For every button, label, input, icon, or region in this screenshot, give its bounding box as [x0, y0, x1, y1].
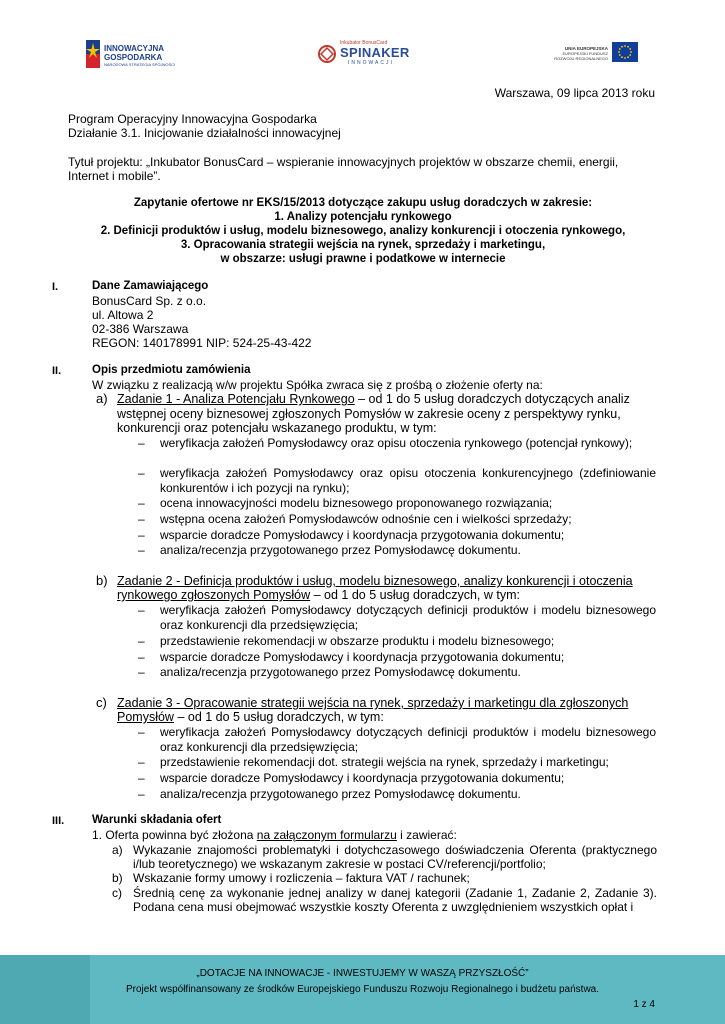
task-a-line2: wstępnej oceny biznesowej zgłoszonych Pomysłów w zakresie oceny z perspektywy rynku, — [117, 407, 621, 421]
program-line2: Działanie 3.1. Inicjowanie działalności innowacyjnej — [68, 126, 341, 140]
section1-number: I. — [52, 281, 59, 293]
section2-number: II. — [52, 365, 62, 377]
project-title-line1: Tytuł projektu: „Inkubator BonusCard – wspieranie innowacyjnych projektów w obszarze chemii, energii, — [68, 155, 619, 169]
spinaker-mark-icon — [316, 44, 338, 64]
footer-cofinancing: Projekt współfinansowany ze środków Europejskiego Funduszu Rozwoju Regionalnego i budżetu państwa. — [125, 984, 600, 995]
section3-title: Warunki składania ofert — [92, 814, 222, 826]
task-b-line1 — [117, 574, 633, 588]
task-c-link[interactable]: Zadanie 3 - Opracowanie strategii wejścia na rynek, sprzedaży i marketingu dla zgłoszonych — [117, 696, 629, 710]
inquiry-line2: 1. Analizy potencjału rynkowego — [274, 211, 452, 223]
footer-slogan: „DOTACJE NA INNOWACJE - INWESTUJEMY W WASZĄ PRZYSZŁOŚĆ” — [196, 968, 529, 979]
task-c-line1 — [117, 696, 628, 710]
header-logos — [84, 38, 644, 74]
dash-marker: – — [138, 436, 145, 450]
task-a-link[interactable]: Zadanie 1 - Analiza Potencjału Rynkowego — [117, 392, 355, 406]
inquiry-line1: Zapytanie ofertowe nr EKS/15/2013 dotyczące zakupu usług doradczych w zakresie: — [133, 197, 593, 209]
task-b-item: analiza/recenzja przygotowanego przez Pomysłodawcę dokumentu. — [160, 665, 521, 679]
section3-p1-post: i zawierać: — [396, 828, 457, 842]
eu-line3: ROZWOJU REGIONALNEGO — [554, 56, 608, 61]
ig-line2: GOSPODARKA — [104, 53, 163, 62]
document-date: Warszawa, 09 lipca 2013 roku — [494, 86, 655, 100]
dash-marker: – — [138, 787, 145, 801]
task-b-line2 — [117, 588, 520, 602]
task-a-item: wsparcie doradcze Pomysłodawcy i koordynacja przygotowania dokumentu; — [160, 528, 565, 542]
section3-b-label: b) — [112, 871, 123, 885]
section1-details — [92, 294, 311, 350]
task-c-item: wsparcie doradcze Pomysłodawcy i koordynacja przygotowania dokumentu; — [160, 771, 565, 785]
dash-marker: – — [138, 543, 145, 557]
form-link[interactable]: na załączonym formularzu — [256, 828, 397, 842]
inquiry-heading — [68, 196, 658, 266]
footer-band — [0, 955, 725, 1024]
section1-title: Dane Zamawiającego — [92, 280, 209, 292]
section3-a-text: Wykazanie znajomości problematyki i dotychczasowego doświadczenia Oferenta (praktycznego i/lub teoretycznego) we wskazanym zakresie w postaci CV/referencji/portfolio; — [133, 843, 657, 871]
dash-marker: – — [138, 603, 145, 617]
inquiry-line4: 3. Opracowania strategii wejścia na rynek, sprzedaży i marketingu, — [180, 239, 546, 251]
task-c-item: analiza/recenzja przygotowanego przez Pomysłodawcę dokumentu. — [160, 787, 521, 801]
dash-marker: – — [138, 755, 145, 769]
section1-line: 02-386 Warszawa — [92, 322, 189, 336]
task-c-link-cont[interactable]: Pomysłów — [117, 710, 174, 724]
task-b-label: b) — [96, 573, 108, 588]
inquiry-line5: w obszarze: usługi prawne i podatkowe w internecie — [220, 253, 506, 265]
section3-c-text: Średnią cenę za wykonanie jednej analizy w danej kategorii (Zadanie 1, Zadanie 2, Zadanie 3). Podana cena musi obejmować wszystkie koszty Oferenta z uwzględnieniem wszystkich opłat i — [133, 886, 657, 914]
section3-p1-pre: 1. Oferta powinna być złożona — [92, 828, 257, 842]
ig-subtitle: NARODOWA STRATEGIA SPÓJNOŚCI — [104, 62, 176, 67]
ig-flag-icon — [86, 40, 100, 68]
dash-marker: – — [138, 665, 145, 679]
task-a-item: weryfikacja założeń Pomysłodawcy oraz opisu otoczenia rynkowego (potencjał rynkowy); — [160, 436, 633, 450]
dash-marker: – — [138, 771, 145, 785]
dash-marker: – — [138, 466, 145, 480]
task-b-rest: – od 1 do 5 usług doradczych, w tym: — [310, 588, 520, 602]
section3-p1 — [92, 828, 457, 842]
section3-number: III. — [52, 815, 65, 827]
section3-b-text: Wskazanie formy umowy i rozliczenia – faktura VAT / rachunek; — [133, 871, 470, 885]
section2-intro: W związku z realizacją w/w projektu Spółka zwraca się z prośbą o złożenie oferty na: — [92, 378, 543, 392]
task-a-item: wstępna ocena założeń Pomysłodawców odnośnie cen i wielkości sprzedaży; — [160, 512, 572, 526]
task-a-item: ocena innowacyjności modelu biznesowego proponowanego rozwiązania; — [160, 496, 553, 510]
section2-title: Opis przedmiotu zamówienia — [92, 364, 251, 376]
section3-c-label: c) — [112, 886, 122, 900]
project-title — [68, 155, 658, 183]
dash-marker: – — [138, 528, 145, 542]
task-c-label: c) — [96, 695, 107, 710]
task-b-item: wsparcie doradcze Pomysłodawcy i koordynacja przygotowania dokumentu; — [160, 650, 565, 664]
dash-marker: – — [138, 512, 145, 526]
task-a-rest: – od 1 do 5 usług doradczych dotyczących analiz — [354, 392, 630, 406]
task-b-item: weryfikacja założeń Pomysłodawcy dotyczących definicji produktów i modelu biznesowego oraz konkurencji dla przedsięwzięcia; — [160, 603, 656, 632]
spinaker-sub: INNOWACJI — [348, 60, 394, 66]
ig-line1: INNOWACYJNA — [104, 44, 165, 53]
section1-line: REGON: 140178991 NIP: 524-25-43-422 — [92, 336, 312, 350]
dash-marker: – — [138, 650, 145, 664]
spinaker-small: Inkubator BonusCard — [340, 40, 388, 46]
task-c-rest: – od 1 do 5 usług doradczych, w tym: — [173, 710, 384, 724]
task-c-item: przedstawienie rekomendacji dot. strategii wejścia na rynek, sprzedaży i marketingu; — [160, 755, 609, 769]
inquiry-line3: 2. Definicji produktów i usług, modelu biznesowego, analizy konkurencji i otoczenia rynkowego, — [100, 225, 626, 237]
section1-line: BonusCard Sp. z o.o. — [92, 294, 207, 308]
task-c-item: weryfikacja założeń Pomysłodawcy dotyczących definicji produktów i modelu biznesowego oraz konkurencji dla przedsięwzięcia; — [160, 725, 656, 754]
eu-logo — [554, 40, 644, 70]
dash-marker: – — [138, 496, 145, 510]
task-a-item: analiza/recenzja przygotowanego przez Pomysłodawcę dokumentu. — [160, 543, 521, 557]
project-title-line2: Internet i mobile”. — [68, 169, 161, 183]
innowacyjna-gospodarka-logo — [84, 38, 204, 72]
page-number: 1 z 4 — [633, 999, 655, 1010]
eu-line1: UNIA EUROPEJSKA — [564, 46, 608, 51]
dash-marker: – — [138, 725, 145, 739]
task-a-label: a) — [96, 391, 108, 406]
section3-a-label: a) — [112, 843, 123, 857]
task-a-line3: konkurencji oraz potencjału wskazanego produktu, w tym: — [117, 421, 437, 435]
program-line1: Program Operacyjny Innowacyjna Gospodarka — [68, 112, 317, 126]
task-c-line2 — [117, 710, 384, 724]
section1-line: ul. Altowa 2 — [92, 308, 154, 322]
task-b-link-cont[interactable]: rynkowego zgłoszonych Pomysłów — [117, 588, 311, 602]
spinaker-logo — [316, 38, 416, 72]
dash-marker: – — [138, 634, 145, 648]
task-b-item: przedstawienie rekomendacji w obszarze produktu i modelu biznesowego; — [160, 634, 555, 648]
task-a-line1 — [117, 392, 657, 406]
eu-line2: EUROPEJSKI FUNDUSZ — [562, 51, 608, 56]
spinaker-big: SPINAKER — [340, 45, 410, 60]
program-info — [68, 112, 658, 140]
task-b-link[interactable]: Zadanie 2 - Definicja produktów i usług, modelu biznesowego, analizy konkurencji i otoczenia — [117, 574, 633, 588]
task-a-item: weryfikacja założeń Pomysłodawcy oraz opisu otoczenia konkurencyjnego (zdefiniowanie konkurentów i ich pozycji na rynku); — [160, 466, 656, 495]
eu-flag-icon — [612, 42, 638, 62]
